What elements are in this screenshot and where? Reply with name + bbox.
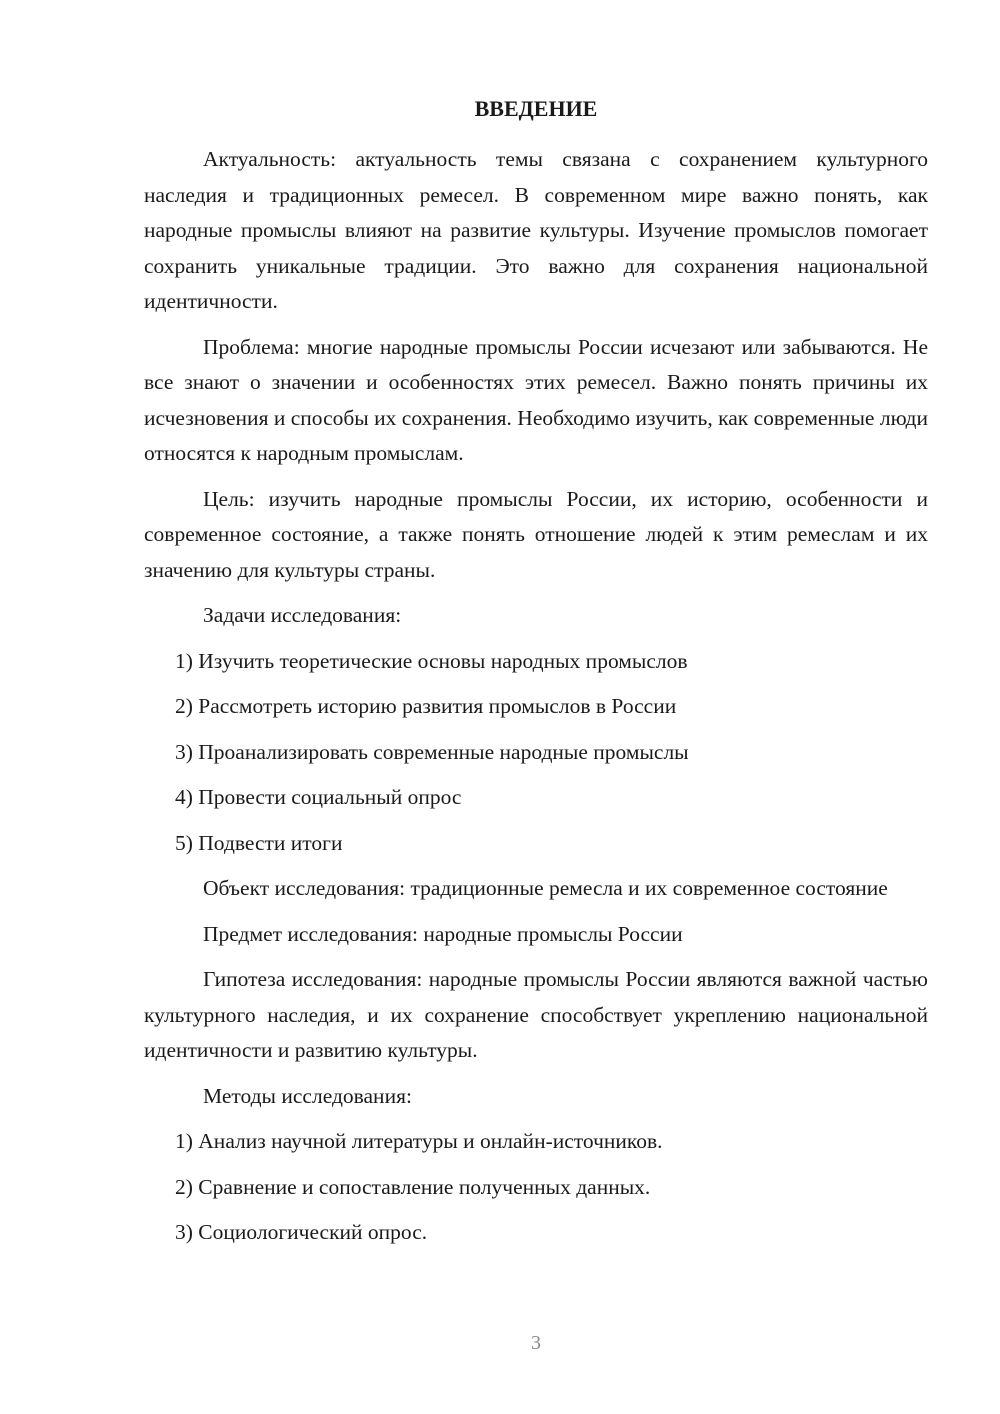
hypothesis-paragraph: Гипотеза исследования: народные промыслы России являются важной частью культурного наследия, и их сохранение способствует укреплению национальной идентичности и развитию культуры. bbox=[144, 967, 928, 1062]
document-page bbox=[144, 92, 928, 1261]
object-paragraph: Объект исследования: традиционные ремесла и их современное состояние bbox=[203, 876, 888, 900]
list-item: 1) Анализ научной литературы и онлайн-источников. bbox=[175, 1129, 663, 1153]
section-title: ВВЕДЕНИЕ bbox=[474, 96, 598, 121]
list-item: 2) Сравнение и сопоставление полученных данных. bbox=[175, 1174, 651, 1199]
list-item: 5) Подвести итоги bbox=[175, 830, 343, 855]
relevance-paragraph: Актуальность: актуальность темы связана с сохранением культурного наследия и традиционных ремесел. В современном мире важно понять, как народные промыслы влияют на развитие культуры. Изучение промыслов помогает сохранить уникальные традиции. Это важно для сохранения национальной идентичности. bbox=[144, 147, 928, 313]
problem-paragraph: Проблема: многие народные промыслы России исчезают или забываются. Не все знают о значении и особенностях этих ремесел. Важно понять причины их исчезновения и способы их сохранения. Необходимо изучить, как современные люди относятся к народным промыслам. bbox=[144, 334, 928, 465]
tasks-heading: Задачи исследования: bbox=[203, 603, 402, 627]
methods-heading: Методы исследования: bbox=[203, 1083, 412, 1108]
list-item: 3) Проанализировать современные народные промыслы bbox=[175, 739, 689, 764]
goal-paragraph: Цель: изучить народные промыслы России, их историю, особенности и современное состояние, а также понять отношение людей к этим ремеслам и их значению для культуры страны. bbox=[144, 486, 928, 582]
subject-paragraph: Предмет исследования: народные промыслы России bbox=[203, 921, 683, 946]
page-number: 3 bbox=[531, 1332, 541, 1354]
tasks-list bbox=[144, 644, 928, 862]
list-item: 3) Социологический опрос. bbox=[175, 1220, 428, 1244]
methods-list bbox=[144, 1124, 928, 1251]
list-item: 2) Рассмотреть историю развития промыслов в России bbox=[175, 694, 677, 718]
list-item: 1) Изучить теоретические основы народных промыслов bbox=[175, 648, 688, 673]
list-item: 4) Провести социальный опрос bbox=[175, 785, 462, 809]
